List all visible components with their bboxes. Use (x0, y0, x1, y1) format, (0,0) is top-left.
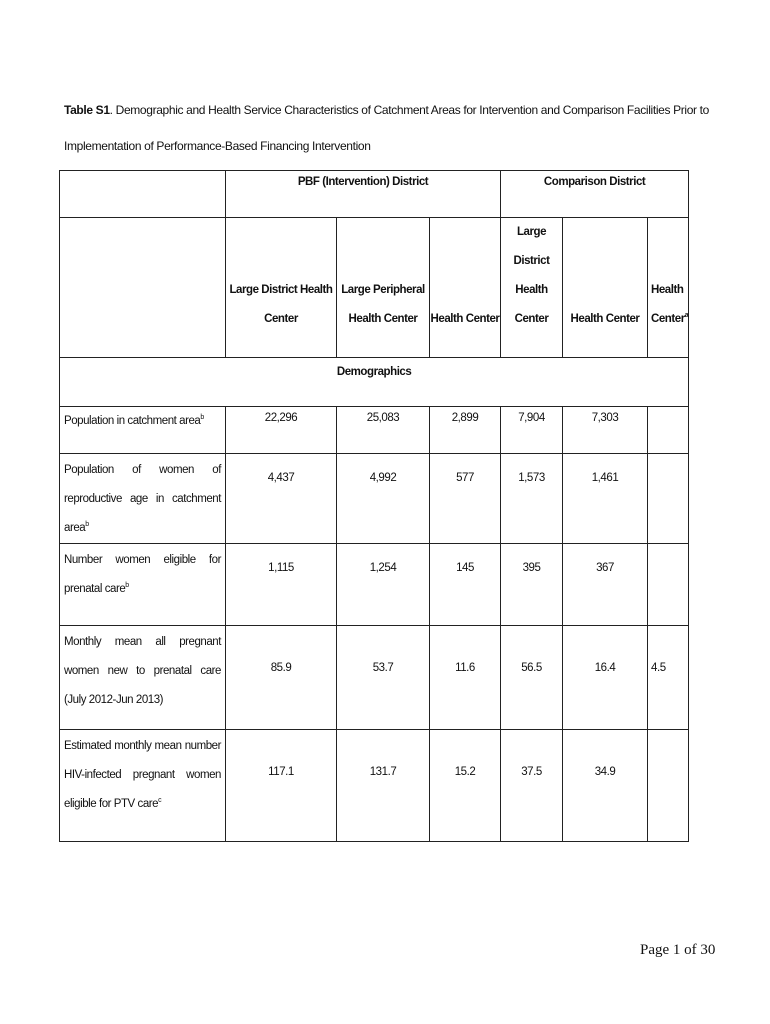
col-large-district-health-center: Large District Health Center (226, 218, 337, 358)
cell: 395 (501, 544, 563, 626)
cell: 34.9 (563, 730, 648, 842)
cell: 22,296 (226, 407, 337, 454)
footnote-marker: a (684, 312, 689, 320)
table-label: Table S1 (64, 103, 110, 117)
section-demographics: Demographics (60, 358, 689, 407)
table-row (60, 626, 689, 730)
cell: 4,437 (226, 454, 337, 544)
cell: 4,992 (337, 454, 430, 544)
page-number: Page 1 of 30 (640, 942, 716, 958)
row-label: Estimated monthly mean number HIV-infected pregnant women eligible for PTV care$^c$ (60, 730, 226, 842)
row-label: Monthly mean all pregnant women new to prenatal care (July 2012-Jun 2013) (60, 626, 226, 730)
group-comparison: Comparison District (501, 171, 689, 218)
cell: 53.7 (337, 626, 430, 730)
col-comparison-health-center: Health Center (563, 218, 648, 358)
cell: 131.7 (337, 730, 430, 842)
row-label: Number women eligible for prenatal care$^b$ (60, 544, 226, 626)
table-row (60, 407, 689, 454)
col-comparison-health-center-a (648, 218, 689, 358)
cell: 56.5 (501, 626, 563, 730)
cell: 11.6 (430, 626, 501, 730)
col-label: Health Center (651, 284, 685, 325)
cell: 1,254 (337, 544, 430, 626)
table-row (60, 730, 689, 842)
cell: 16.4 (563, 626, 648, 730)
cell: 1,573 (501, 454, 563, 544)
cell: 25,083 (337, 407, 430, 454)
row-label: Population of women of reproductive age in catchment area$^b$ (60, 454, 226, 544)
cell: 85.9 (226, 626, 337, 730)
cell: 577 (430, 454, 501, 544)
cell: 7,303 (563, 407, 648, 454)
cell: 145 (430, 544, 501, 626)
cell: 2,899 (430, 407, 501, 454)
cell: 117.1 (226, 730, 337, 842)
table-caption (64, 92, 724, 164)
cell (648, 407, 689, 454)
column-header-row (60, 218, 689, 358)
row-label: Population in catchment area$^b$ (60, 407, 226, 454)
table-caption-text: . Demographic and Health Service Characteristics of Catchment Areas for Intervention and Comparison Facilities Prior to Implementation of Performance-Based Financing Intervention (64, 103, 709, 153)
empty-header-cell (60, 171, 226, 218)
cell: 15.2 (430, 730, 501, 842)
cell: 37.5 (501, 730, 563, 842)
cell: 1,115 (226, 544, 337, 626)
group-pbf: PBF (Intervention) District (226, 171, 501, 218)
cell (648, 730, 689, 842)
characteristics-table (59, 170, 689, 842)
col-comparison-large-district-health-center: Large District Health Center (501, 218, 563, 358)
col-health-center: Health Center (430, 218, 501, 358)
cell (648, 544, 689, 626)
group-header-row (60, 171, 689, 218)
section-row (60, 358, 689, 407)
empty-header-cell (60, 218, 226, 358)
table-row (60, 454, 689, 544)
col-large-peripheral-health-center: Large Peripheral Health Center (337, 218, 430, 358)
table-row (60, 544, 689, 626)
cell (648, 454, 689, 544)
cell: 1,461 (563, 454, 648, 544)
cell: 367 (563, 544, 648, 626)
cell: 7,904 (501, 407, 563, 454)
cell: 4.5 (648, 626, 689, 730)
